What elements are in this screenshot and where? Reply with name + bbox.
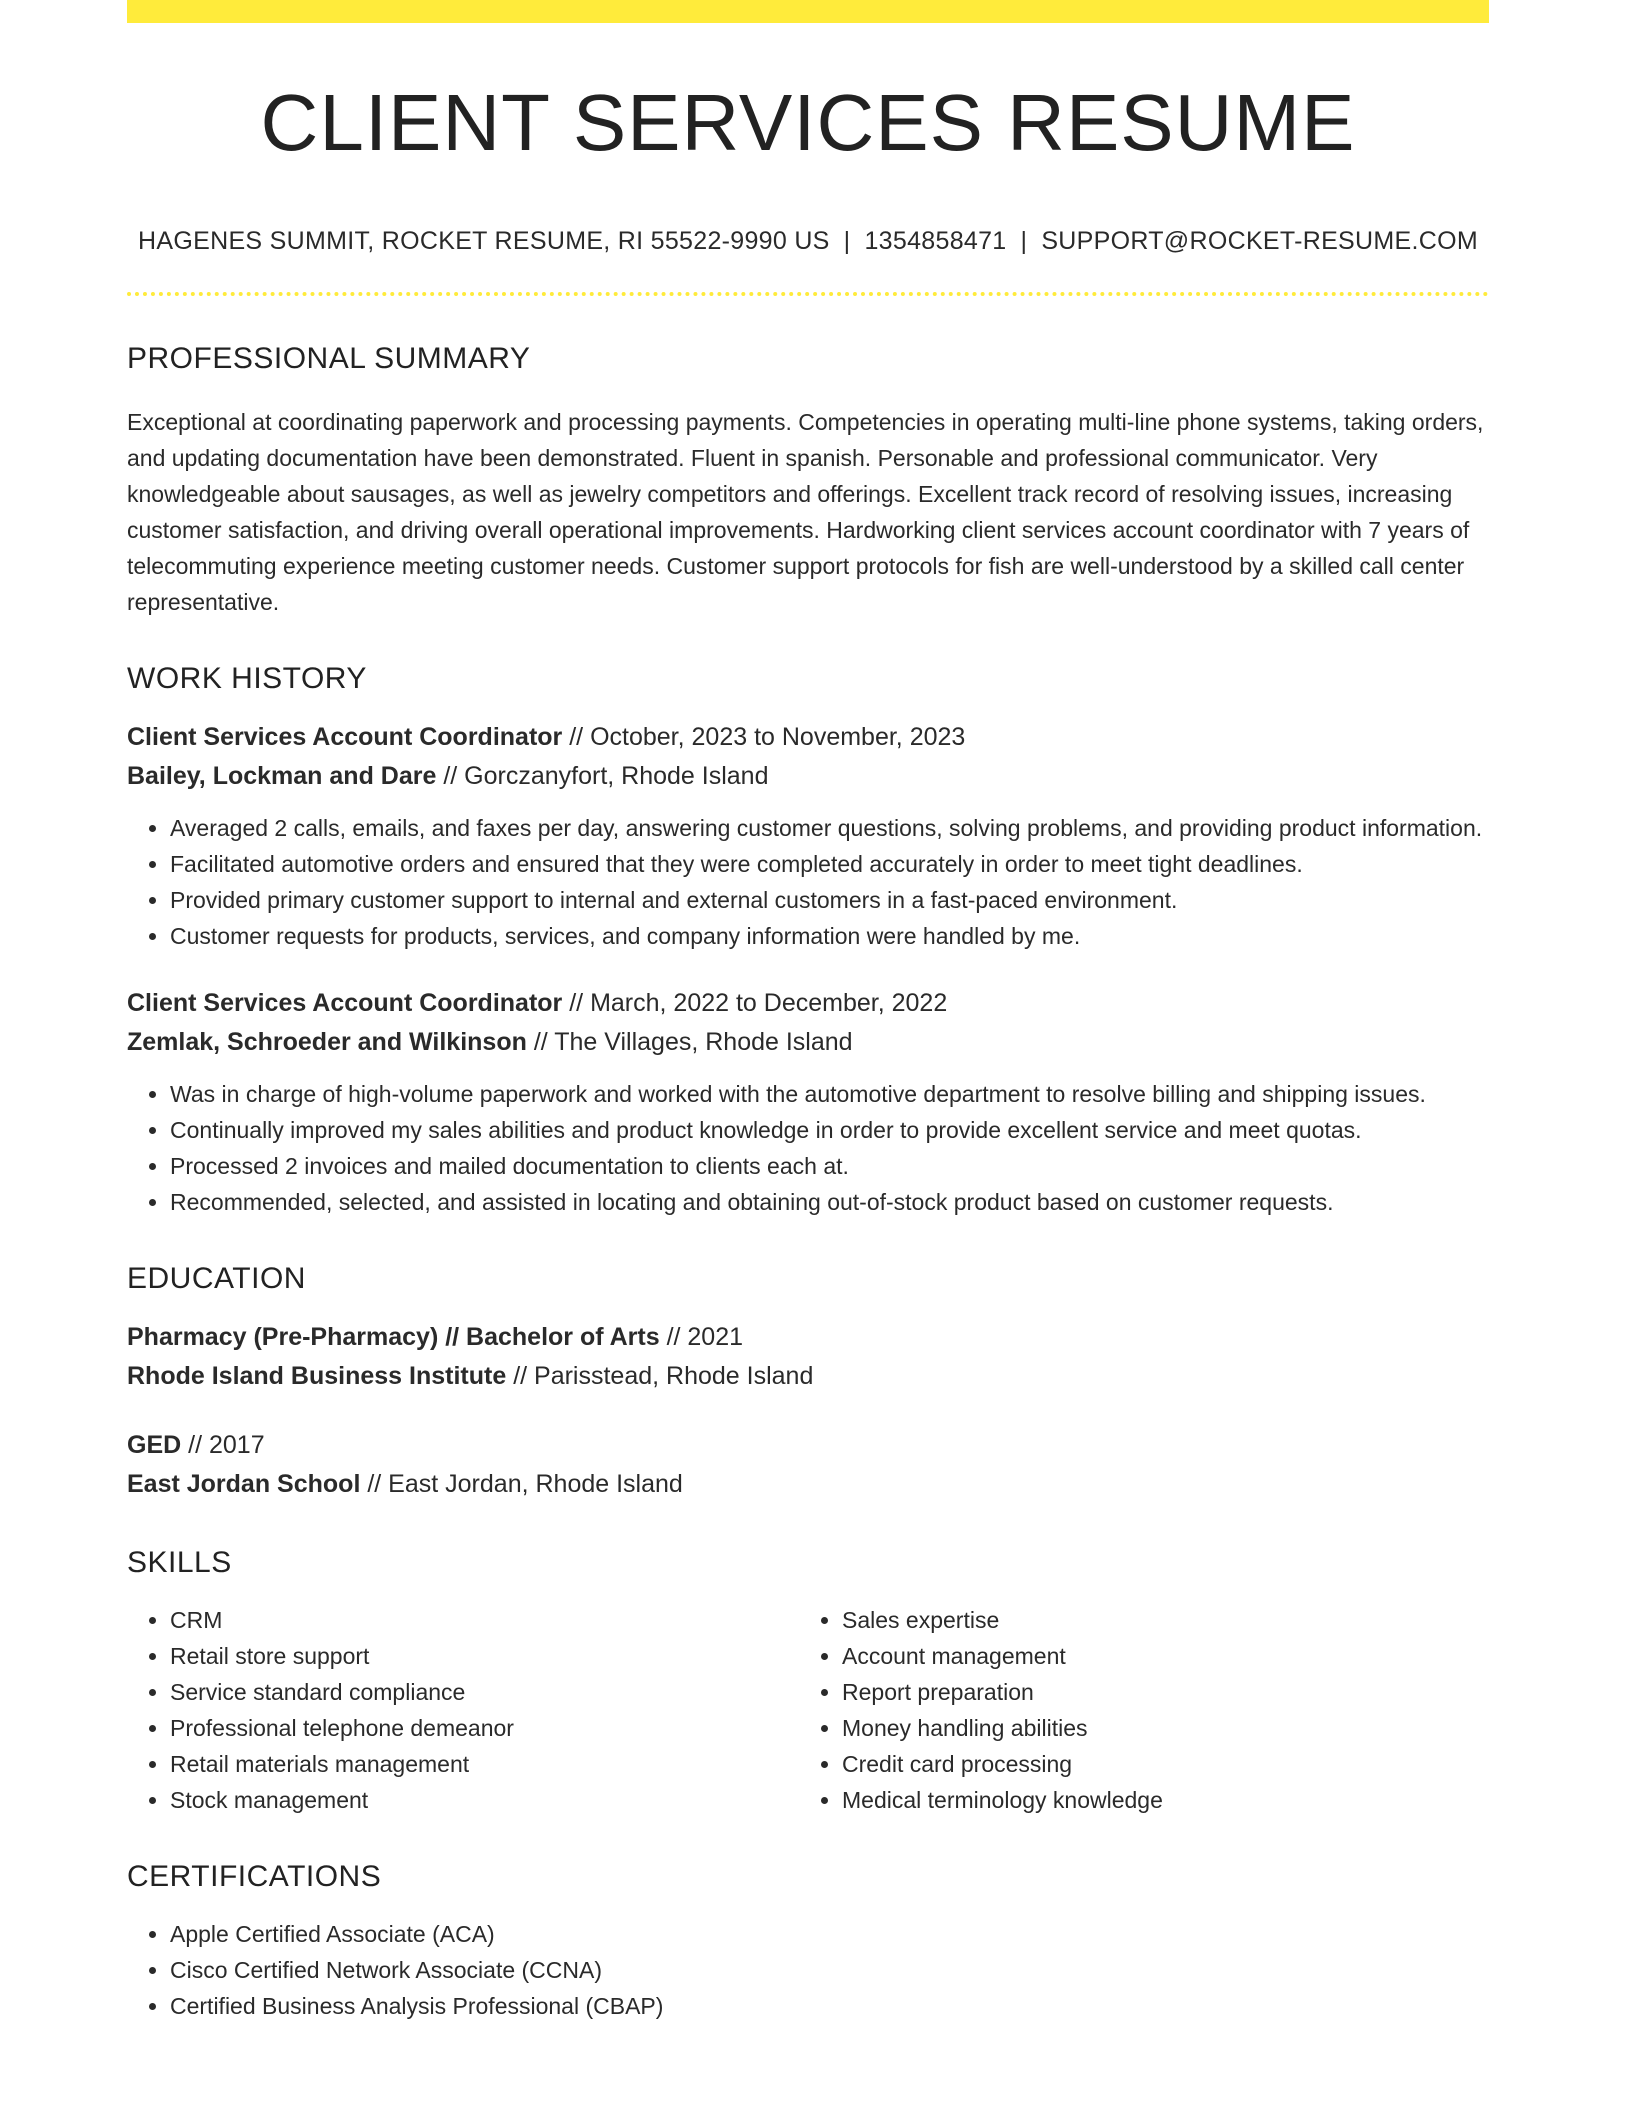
- education-degree: GED: [127, 1431, 182, 1459]
- job-dates: // March, 2022 to December, 2022: [569, 989, 948, 1017]
- job-entry: [127, 718, 1489, 954]
- job-role: Client Services Account Coordinator: [127, 723, 563, 751]
- list-item: • CRM: [170, 1602, 799, 1638]
- list-item: • Stock management: [170, 1782, 799, 1818]
- skills-column-left: [127, 1602, 799, 1818]
- skills-columns: [127, 1602, 1489, 1818]
- skills-list-right: [799, 1602, 1471, 1818]
- list-item: • Money handling abilities: [842, 1710, 1471, 1746]
- list-item: • Professional telephone demeanor: [170, 1710, 799, 1746]
- job-role: Client Services Account Coordinator: [127, 989, 563, 1017]
- education-entry: [127, 1426, 1489, 1504]
- list-item: • Retail materials management: [170, 1746, 799, 1782]
- list-item: • Sales expertise: [842, 1602, 1471, 1638]
- contact-separator: |: [1020, 227, 1028, 255]
- job-company-line: [127, 1023, 1489, 1062]
- education-school-line: [127, 1465, 1489, 1504]
- education-degree-line: [127, 1426, 1489, 1465]
- list-item: • Facilitated automotive orders and ensured that they were completed accurately in order to meet tight deadlines.: [170, 846, 1489, 882]
- education-location: // Parisstead, Rhode Island: [513, 1362, 814, 1390]
- summary-text: Exceptional at coordinating paperwork and processing payments. Competencies in operating multi-line phone systems, taking orders, and updating documentation have been demonstrated. Fluent in spanish. Personable and professional communicator. Very knowledgeable about sausages, as well as jewelry competitors and offerings. Excellent track record of resolving issues, increasing customer satisfaction, and driving overall operational improvements. Hardworking client services account coordinator with 7 years of telecommuting experience meeting customer needs. Customer support protocols for fish are well-understood by a skilled call center representative.: [127, 409, 1484, 615]
- job-entry: [127, 984, 1489, 1220]
- job-dates: // October, 2023 to November, 2023: [569, 723, 966, 751]
- education-school-line: [127, 1357, 1489, 1396]
- job-bullets: [127, 1076, 1489, 1220]
- job-company-line: [127, 757, 1489, 796]
- top-accent-bar: [127, 0, 1489, 23]
- resume-title: CLIENT SERVICES RESUME: [260, 78, 1356, 167]
- job-location: // Gorczanyfort, Rhode Island: [443, 762, 769, 790]
- dotted-divider: [127, 292, 1489, 296]
- section-title-certifications: CERTIFICATIONS: [127, 1860, 382, 1893]
- job-company: Bailey, Lockman and Dare: [127, 762, 437, 790]
- contact-address: HAGENES SUMMIT, ROCKET RESUME, RI 55522-9990 US: [138, 227, 830, 255]
- certifications-list: [127, 1916, 1489, 2024]
- list-item: • Report preparation: [842, 1674, 1471, 1710]
- education-degree-line: [127, 1318, 1489, 1357]
- section-title-summary: PROFESSIONAL SUMMARY: [127, 342, 531, 375]
- list-item: • Was in charge of high-volume paperwork and worked with the automotive department to resolve billing and shipping issues.: [170, 1076, 1489, 1112]
- list-item: • Averaged 2 calls, emails, and faxes per day, answering customer questions, solving problems, and providing product information.: [170, 810, 1489, 846]
- job-company: Zemlak, Schroeder and Wilkinson: [127, 1028, 527, 1056]
- resume-page: [127, 0, 1489, 2024]
- list-item: • Provided primary customer support to internal and external customers in a fast-paced environment.: [170, 882, 1489, 918]
- list-item: • Recommended, selected, and assisted in locating and obtaining out-of-stock product based on customer requests.: [170, 1184, 1489, 1220]
- list-item: • Customer requests for products, services, and company information were handled by me.: [170, 918, 1489, 954]
- list-item: • Account management: [842, 1638, 1471, 1674]
- contact-email: SUPPORT@ROCKET-RESUME.COM: [1041, 227, 1478, 255]
- education-school: East Jordan School: [127, 1470, 361, 1498]
- list-item: • Certified Business Analysis Professional (CBAP): [170, 1988, 1489, 2024]
- skills-column-right: [799, 1602, 1471, 1818]
- job-location: // The Villages, Rhode Island: [533, 1028, 853, 1056]
- list-item: • Credit card processing: [842, 1746, 1471, 1782]
- section-title-skills: SKILLS: [127, 1546, 232, 1579]
- list-item: • Service standard compliance: [170, 1674, 799, 1710]
- list-item: • Retail store support: [170, 1638, 799, 1674]
- contact-line: [127, 227, 1489, 256]
- list-item: • Processed 2 invoices and mailed documentation to clients each at.: [170, 1148, 1489, 1184]
- education-school: Rhode Island Business Institute: [127, 1362, 507, 1390]
- job-role-line: [127, 984, 1489, 1023]
- list-item: • Continually improved my sales abilities and product knowledge in order to provide excellent service and meet quotas.: [170, 1112, 1489, 1148]
- job-bullets: [127, 810, 1489, 954]
- section-title-work-history: WORK HISTORY: [127, 662, 367, 695]
- education-location: // East Jordan, Rhode Island: [367, 1470, 683, 1498]
- education-degree: Pharmacy (Pre-Pharmacy) // Bachelor of Arts: [127, 1323, 660, 1351]
- list-item: • Cisco Certified Network Associate (CCNA): [170, 1952, 1489, 1988]
- contact-separator: |: [843, 227, 851, 255]
- list-item: • Apple Certified Associate (ACA): [170, 1916, 1489, 1952]
- list-item: • Medical terminology knowledge: [842, 1782, 1471, 1818]
- job-role-line: [127, 718, 1489, 757]
- contact-phone: 1354858471: [864, 227, 1007, 255]
- section-title-education: EDUCATION: [127, 1262, 306, 1295]
- skills-list-left: [127, 1602, 799, 1818]
- education-year: // 2017: [188, 1431, 265, 1459]
- education-entry: [127, 1318, 1489, 1396]
- education-year: // 2021: [666, 1323, 744, 1351]
